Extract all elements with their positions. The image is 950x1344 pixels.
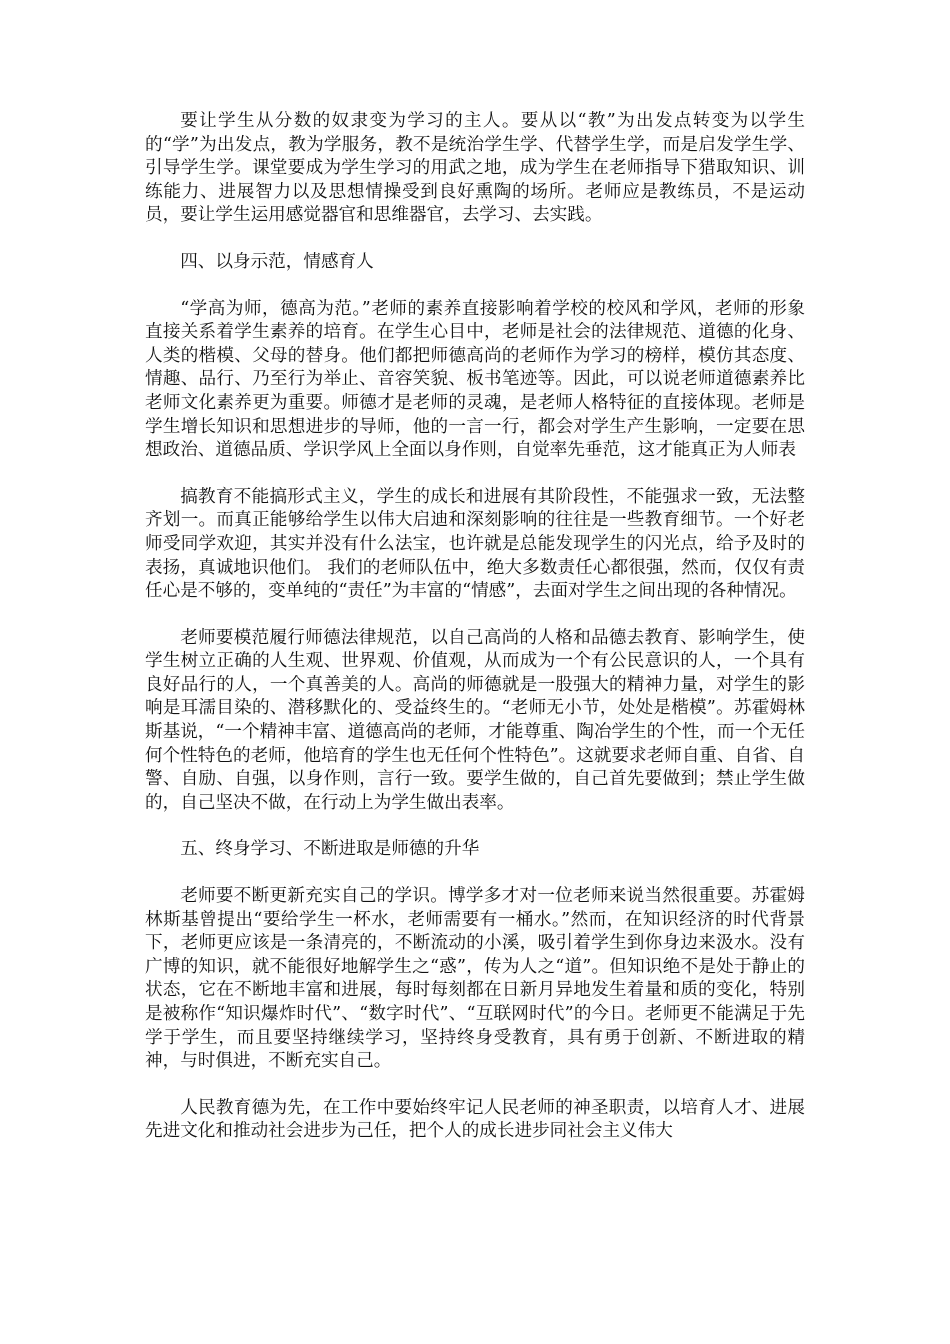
paragraph: 老师要模范履行师德法律规范，以自己高尚的人格和品德去教育、影响学生，使学生树立正确的人生观、世界观、价值观，从而成为一个有公民意识的人，一个具有良好品行的人，一个真善美的人。高尚的师德就是一股强大的精神力量，对学生的影响是耳濡目染的、潜移默化的、受益终生的。“老师无小节，处处是楷模”。苏霍姆林斯基说，“一个精神丰富、道德高尚的老师，才能尊重、陶冶学生的个性，而一个无任何个性特色的老师，他培育的学生也无任何个性特色”。这就要求老师自重、自省、自警、自励、自强，以身作则，言行一致。要学生做的，自己首先要做到；禁止学生做的，自己坚决不做，在行动上为学生做出表率。 [145, 627, 805, 813]
section-heading: 四、以身示范，情感育人 [180, 251, 374, 272]
paragraph: 人民教育德为先，在工作中要始终牢记人民老师的神圣职责，以培育人才、进展先进文化和推动社会进步为己任，把个人的成长进步同社会主义伟大 [145, 1097, 805, 1142]
paragraph: 老师要不断更新充实自己的学识。博学多才对一位老师来说当然很重要。苏霍姆林斯基曾提出“要给学生一杯水，老师需要有一桶水。”然而，在知识经济的时代背景下，老师更应该是一条清亮的，不断流动的小溪，吸引着学生到你身边来汲水。没有广博的知识，就不能很好地解学生之“惑”，传为人之“道”。但知识绝不是处于静止的状态，它在不断地丰富和进展，每时每刻都在日新月异地发生着量和质的变化，特别是被称作“知识爆炸时代”、“数字时代”、“互联网时代”的今日。老师更不能满足于先学于学生，而且要坚持继续学习，坚持终身受教育，具有勇于创新、不断进取的精神，与时俱进，不断充实自己。 [145, 886, 805, 1072]
paragraph: 搞教育不能搞形式主义，学生的成长和进展有其阶段性，不能强求一致，无法整齐划一。而真正能够给学生以伟大启迪和深刻影响的往往是一些教育细节。一个好老师受同学欢迎，其实并没有什么法宝，也许就是总能发现学生的闪光点，给予及时的表扬，真诚地识他们。 我们的老师队伍中，绝大多数责任心都很强，然而，仅仅有责任心是不够的，变单纯的“责任”为丰富的“情感”，去面对学生之间出现的各种情况。 [145, 486, 805, 602]
section-heading: 五、终身学习、不断进取是师德的升华 [180, 839, 480, 860]
document-page [145, 110, 805, 1167]
paragraph: 要让学生从分数的奴隶变为学习的主人。要从以“教”为出发点转变为以学生的“学”为出发点，教为学服务，教不是统治学生学、代替学生学，而是启发学生学、引导学生学。课堂要成为学生学习的用武之地，成为学生在老师指导下猎取知识、训练能力、进展智力以及思想情操受到良好熏陶的场所。老师应是教练员，不是运动员，要让学生运用感觉器官和思维器官，去学习、去实践。 [145, 111, 805, 226]
paragraph: “学高为师，德高为范。”老师的素养直接影响着学校的校风和学风，老师的形象直接关系着学生素养的培育。在学生心目中，老师是社会的法律规范、道德的化身、人类的楷模、父母的替身。他们都把师德高尚的老师作为学习的榜样，模仿其态度、情趣、品行、乃至行为举止、音容笑貌、板书笔迹等。因此，可以说老师道德素养比老师文化素养更为重要。师德才是老师的灵魂，是老师人格特征的直接体现。老师是学生增长知识和思想进步的导师，他的一言一行，都会对学生产生影响，一定要在思想政治、道德品质、学识学风上全面以身作则，自觉率先垂范，这才能真正为人师表 [145, 298, 805, 461]
